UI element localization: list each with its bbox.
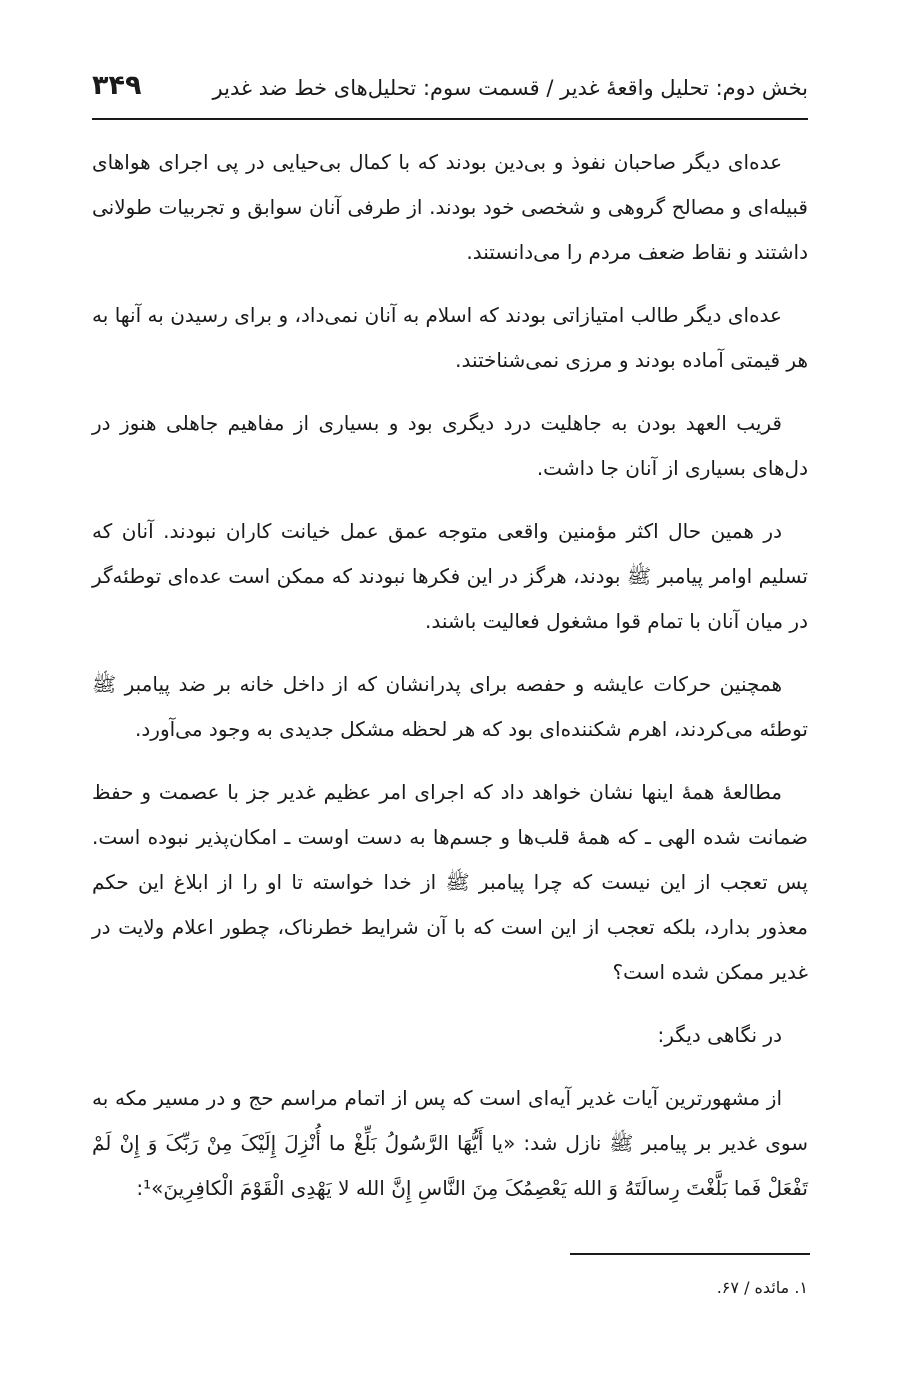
body-text xyxy=(92,140,808,1229)
running-header-title: بخش دوم: تحلیل واقعهٔ غدیر / قسمت سوم: تحلیل‌های خط ضد غدیر xyxy=(212,76,808,100)
footnote-1: ۱. مائده / ۶۷. xyxy=(716,1278,808,1297)
paragraph-2: عده‌ای دیگر طالب امتیازاتی بودند که اسلام به آنان نمی‌داد، و برای رسیدن به آنها به هر قیمتی آماده بودند و مرزی نمی‌شناختند. xyxy=(92,303,808,372)
footnote-divider xyxy=(570,1253,810,1255)
paragraph-3: قریب العهد بودن به جاهلیت درد دیگری بود و بسیاری از مفاهیم جاهلی هنوز در دل‌های بسیاری از آنان جا داشت. xyxy=(92,411,808,480)
running-header xyxy=(92,70,808,116)
page-number: ۳۴۹ xyxy=(92,70,142,101)
section-subheading: در نگاهی دیگر: xyxy=(657,1023,782,1047)
paragraph-4: در همین حال اکثر مؤمنین واقعی متوجه عمق عمل خیانت کاران نبودند. آنان که تسلیم اوامر پیامبر ﷺ بودند، هرگز در این فکرها نبودند که ممکن است عده‌ای توطئه‌گر در میان آنان با تمام قوا مشغول فعالیت باشند. xyxy=(92,519,808,633)
paragraph-5: همچنین حرکات عایشه و حفصه برای پدرانشان که از داخل خانه بر ضد پیامبر ﷺ توطئه می‌کردند، اهرم شکننده‌ای بود که هر لحظه مشکل جدیدی به وجود می‌آورد. xyxy=(92,672,808,741)
paragraph-6: مطالعهٔ همهٔ اینها نشان خواهد داد که اجرای امر عظیم غدیر جز با عصمت و حفظ ضمانت شده الهی ـ که همهٔ قلب‌ها و جسم‌ها به دست اوست ـ امکان‌پذیر نبوده است. پس تعجب از این نیست که چرا پیامبر ﷺ از خدا خواسته تا او را از ابلاغ این حکم معذور بدارد، بلکه تعجب از این است که با آن شرایط خطرناک، چطور اعلام ولایت در غدیر ممکن شده است؟ xyxy=(92,780,808,984)
paragraph-7: از مشهورترین آیات غدیر آیه‌ای است که پس از اتمام مراسم حج و در مسیر مکه به سوی غدیر بر پیامبر ﷺ نازل شد: «یا أَیُّهَا الرَّسُولُ بَلِّغْ ما أُنْزِلَ إِلَیْکَ مِنْ رَبِّکَ وَ إِنْ لَمْ تَفْعَلْ فَما بَلَّغْتَ رِسالَتَهُ وَ الله یَعْصِمُکَ مِنَ النَّاسِ إِنَّ الله لا یَهْدِی الْقَوْمَ الْکافِرِینَ»¹: xyxy=(92,1086,808,1200)
paragraph-1: عده‌ای دیگر صاحبان نفوذ و بی‌دین بودند که با کمال بی‌حیایی در پی اجرای هواهای قبیله‌ای و مصالح گروهی و شخصی خود بودند. از طرفی آنان سوابق و تجربیات طولانی داشتند و نقاط ضعف مردم را می‌دانستند. xyxy=(92,150,808,264)
header-divider xyxy=(92,118,808,120)
